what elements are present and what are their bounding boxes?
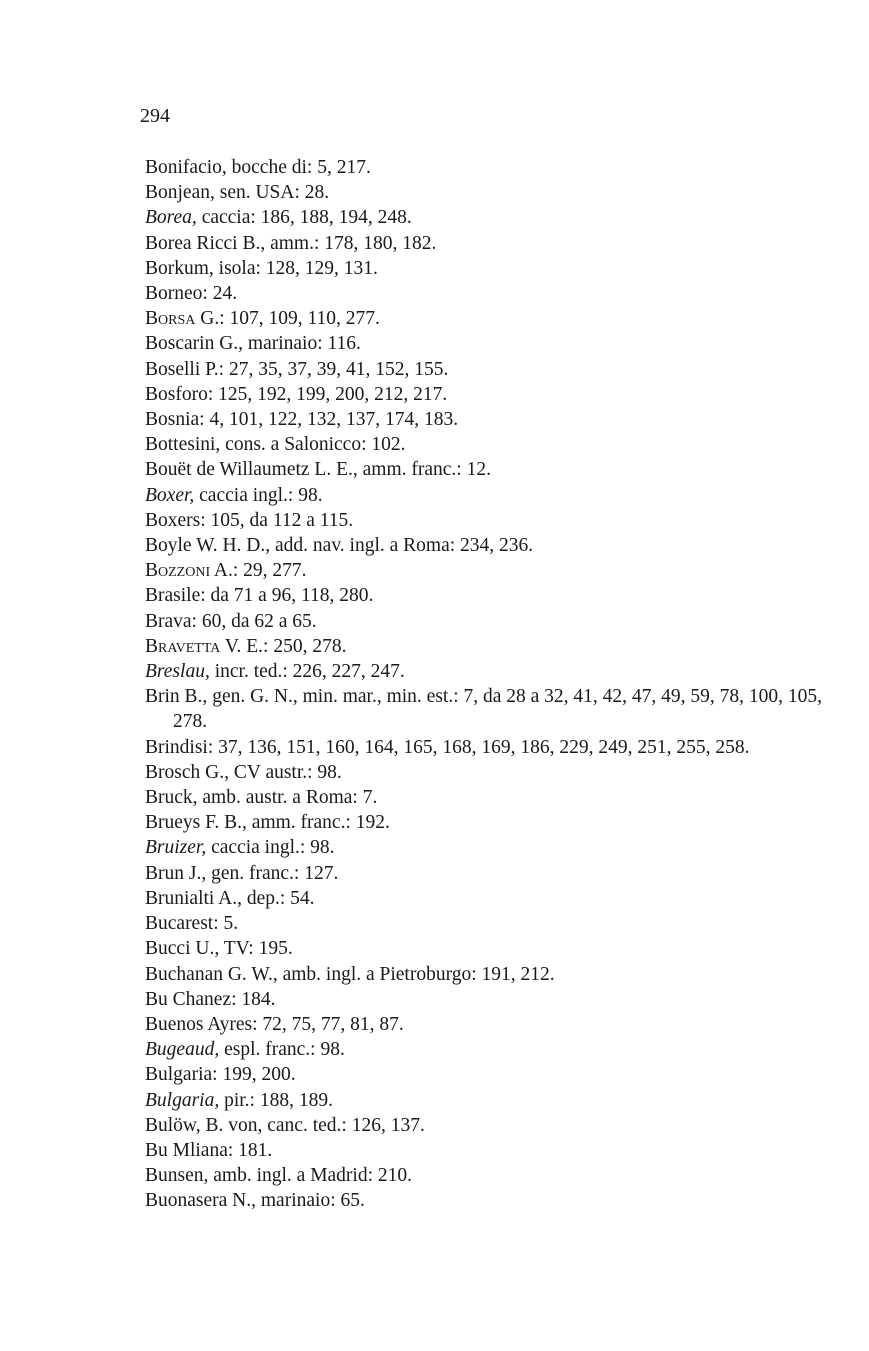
index-entry [145, 785, 825, 810]
index-entry [145, 861, 825, 886]
entry-references: caccia ingl.: 98. [206, 837, 335, 859]
entry-name: Bonjean, [145, 182, 215, 204]
entry-name: Borkum, [145, 257, 214, 279]
entry-references: amb. austr. a Roma: 7. [197, 787, 378, 809]
index-entry [145, 659, 825, 684]
entry-name: Boselli P.: [145, 358, 225, 380]
entry-name: Breslau, [145, 661, 210, 683]
index-entry [145, 835, 825, 860]
entry-references: 27, 35, 37, 39, 41, 152, 155. [224, 358, 449, 380]
entry-name: Brava: [145, 610, 197, 632]
entry-references: amb. ingl. a Madrid: 210. [208, 1165, 413, 1187]
entry-name: Bouët de Willaumetz L. E., [145, 459, 358, 481]
index-entry [145, 382, 825, 407]
index-entry [145, 911, 825, 936]
entry-references: 125, 192, 199, 200, 212, 217. [213, 383, 448, 405]
index-entry [145, 1062, 825, 1087]
entry-references: 5. [218, 913, 239, 935]
index-entry [145, 810, 825, 835]
index-entry [145, 231, 825, 256]
index-entry [145, 760, 825, 785]
entry-name: Bucci U., [145, 938, 220, 960]
entry-name: Brunialti A., [145, 887, 242, 909]
entry-references: caccia ingl.: 98. [194, 484, 323, 506]
entry-references: CV austr.: 98. [228, 761, 342, 783]
index-entry [145, 1113, 825, 1138]
entry-name: Bottesini, [145, 434, 221, 456]
entry-name: Bunsen, [145, 1165, 209, 1187]
index-entry [145, 735, 825, 760]
index-entry [145, 1037, 825, 1062]
entry-name: Bonifacio, [145, 157, 227, 178]
entry-name: Borneo: [145, 283, 208, 305]
index-entry [145, 432, 825, 457]
index-entry [145, 1138, 825, 1163]
entry-references: sen. USA: 28. [214, 182, 330, 204]
index-entry [145, 1163, 825, 1188]
index-entry [145, 558, 825, 583]
entry-name: Boxer, [145, 484, 195, 506]
index-entry [145, 256, 825, 281]
entry-name: Boscarin G., [145, 333, 244, 355]
entry-references: 4, 101, 122, 132, 137, 174, 183. [204, 409, 459, 431]
entry-references: marinaio: 116. [243, 333, 361, 355]
index-entry [145, 684, 825, 734]
entry-references: amm.: 178, 180, 182. [265, 232, 437, 254]
index-entry [145, 306, 825, 331]
index-entry [145, 457, 825, 482]
entry-references: marinaio: 65. [256, 1190, 365, 1212]
entry-name: Bugeaud, [145, 1039, 220, 1061]
entry-references: gen. G. N., min. mar., min. est.: 7, da 28 a 32, 41, 42, 47, 49, 59, 78, 100, 105, 278. [173, 686, 823, 733]
entry-references: 199, 200. [217, 1064, 296, 1086]
entry-references: caccia: 186, 188, 194, 248. [196, 207, 412, 229]
entry-references: V. E.: 250, 278. [220, 635, 347, 657]
entry-references: 72, 75, 77, 81, 87. [257, 1013, 404, 1035]
index-entry [145, 936, 825, 961]
entry-name: Bulöw, B. von, [145, 1114, 263, 1136]
entry-name: Brosch G., [145, 761, 229, 783]
index-entry [145, 357, 825, 382]
entry-references: 37, 136, 151, 160, 164, 165, 168, 169, 186, 229, 249, 251, 255, 258. [213, 736, 750, 758]
entry-name: Buchanan G. W., [145, 963, 278, 985]
entry-references: 184. [236, 988, 276, 1010]
entry-name: Bu Mliana: [145, 1139, 234, 1161]
index-entry [145, 634, 825, 659]
entry-name: Brueys F. B., [145, 812, 247, 834]
entry-references: TV: 195. [219, 938, 293, 960]
entry-references: cons. a Salonicco: 102. [220, 434, 406, 456]
entry-name: Brasile: [145, 585, 206, 607]
entry-references: dep.: 54. [241, 887, 315, 909]
entry-name: Brun J., [145, 862, 207, 884]
entry-references: incr. ted.: 226, 227, 247. [209, 661, 405, 683]
entry-references: amb. ingl. a Pietroburgo: 191, 212. [277, 963, 555, 985]
index-entry [145, 483, 825, 508]
entry-name: Buenos Ayres: [145, 1013, 258, 1035]
index-entry [145, 508, 825, 533]
entry-references: 105, da 112 a 115. [205, 509, 354, 531]
index-entry [145, 407, 825, 432]
entry-name: Brin B., [145, 686, 208, 708]
entry-name: Bucarest: [145, 913, 219, 935]
entry-references: da 71 a 96, 118, 280. [205, 585, 374, 607]
entry-name: Bosforo: [145, 383, 214, 405]
entry-name: Bravetta [145, 635, 221, 657]
entry-name: Brindisi: [145, 736, 214, 758]
entry-name: Bruizer, [145, 837, 207, 859]
entry-references: espl. franc.: 98. [219, 1039, 345, 1061]
index-entry [145, 1188, 825, 1213]
index-entry [145, 155, 825, 180]
entry-references: pir.: 188, 189. [219, 1089, 333, 1111]
index-entry [145, 609, 825, 634]
entry-references: 60, da 62 a 65. [196, 610, 317, 632]
entry-references: isola: 128, 129, 131. [213, 257, 378, 279]
entry-name: Bulgaria: [145, 1064, 218, 1086]
entry-references: amm. franc.: 192. [246, 812, 390, 834]
entry-references: gen. franc.: 127. [206, 862, 339, 884]
entry-name: Bu Chanez: [145, 988, 237, 1010]
entry-name: Bruck, [145, 787, 198, 809]
index-entry [145, 987, 825, 1012]
index-entry [145, 1088, 825, 1113]
page-number: 294 [140, 105, 170, 127]
index-entry [145, 180, 825, 205]
entry-name: Buonasera N., [145, 1190, 257, 1212]
index-entry [145, 886, 825, 911]
index-entry [145, 331, 825, 356]
entry-name: Borea, [145, 207, 197, 229]
index-entry [145, 205, 825, 230]
index-entry [145, 281, 825, 306]
entry-name: Boxers: [145, 509, 206, 531]
entry-references: G.: 107, 109, 110, 277. [195, 308, 380, 330]
index-entry [145, 583, 825, 608]
index-list [145, 155, 825, 1214]
entry-references: add. nav. ingl. a Roma: 234, 236. [270, 535, 534, 557]
entry-references: bocche di: 5, 217. [226, 157, 371, 178]
entry-name: Bosnia: [145, 409, 205, 431]
entry-references: amm. franc.: 12. [357, 459, 491, 481]
entry-references: canc. ted.: 126, 137. [262, 1114, 425, 1136]
index-entry [145, 533, 825, 558]
entry-references: 24. [207, 283, 238, 305]
entry-name: Borsa [145, 308, 196, 330]
index-entry [145, 1012, 825, 1037]
index-entry [145, 962, 825, 987]
entry-name: Bulgaria, [145, 1089, 220, 1111]
entry-name: Borea Ricci B., [145, 232, 266, 254]
entry-name: Bozzoni [145, 560, 211, 582]
entry-references: 181. [233, 1139, 273, 1161]
entry-name: Boyle W. H. D., [145, 535, 271, 557]
entry-references: A.: 29, 277. [210, 560, 307, 582]
